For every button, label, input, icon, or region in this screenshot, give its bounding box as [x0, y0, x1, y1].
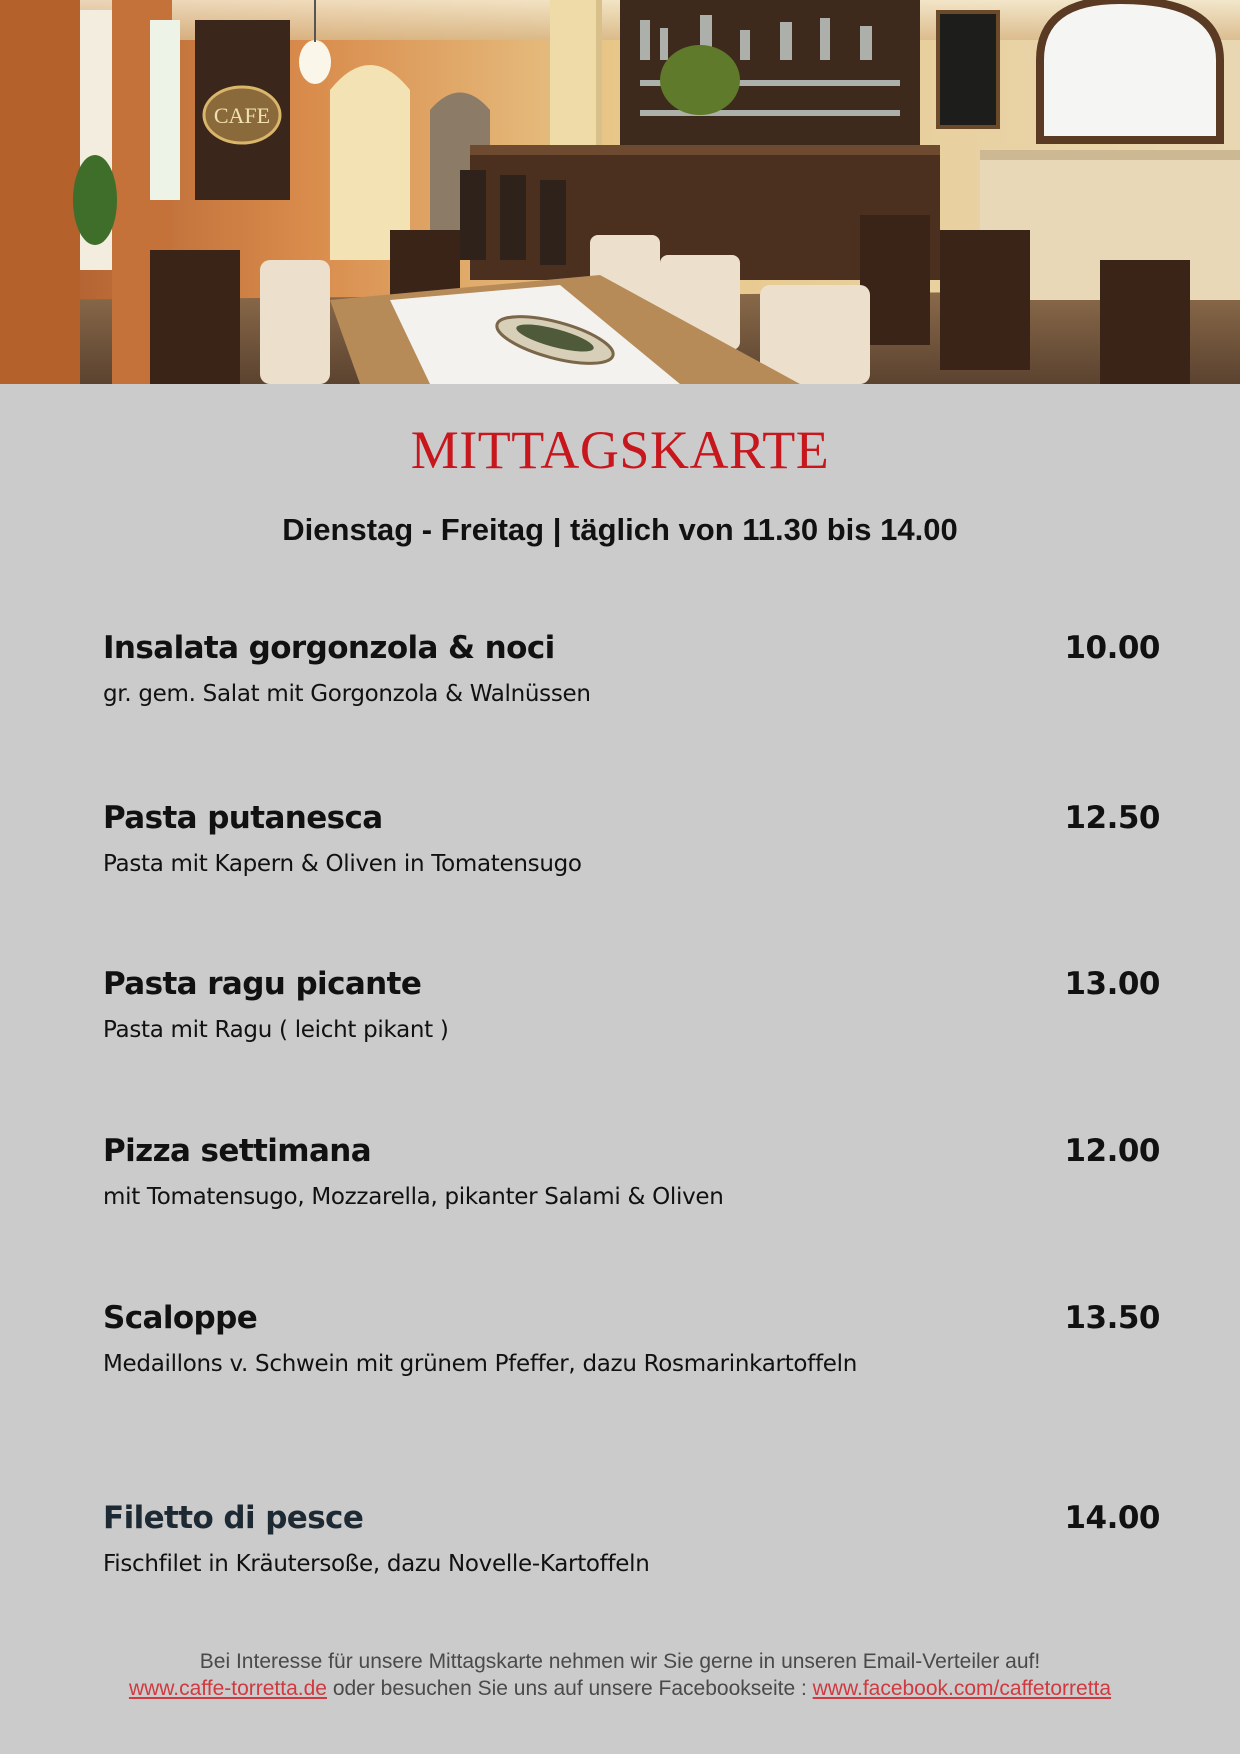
opening-hours: Dienstag - Freitag | täglich von 11.30 bis 14.00: [282, 512, 958, 547]
menu-item-description: Pasta mit Ragu ( leicht pikant ): [103, 1017, 449, 1043]
menu-item-price: 12.50: [1064, 800, 1160, 836]
menu-item-name: Pizza settimana: [103, 1133, 372, 1169]
restaurant-interior-illustration: [0, 0, 1240, 384]
footer-links-line: [0, 1675, 1240, 1702]
menu-item-description: gr. gem. Salat mit Gorgonzola & Walnüssen: [103, 681, 591, 707]
menu-item-name: Scaloppe: [103, 1300, 258, 1336]
facebook-link[interactable]: www.facebook.com/caffetorretta: [812, 1677, 1112, 1700]
footer-newsletter-text: Bei Interesse für unsere Mittagskarte nehmen wir Sie gerne in unseren Email-Verteiler auf!: [199, 1650, 1041, 1673]
menu-item-description: mit Tomatensugo, Mozzarella, pikanter Salami & Oliven: [103, 1184, 724, 1210]
menu-item-price: 14.00: [1064, 1500, 1160, 1536]
menu-item-name: Pasta ragu picante: [103, 966, 422, 1002]
footer: [0, 1648, 1240, 1702]
menu-item-price: 13.00: [1064, 966, 1160, 1002]
menu-item: [103, 1498, 1160, 1579]
website-link[interactable]: www.caffe-torretta.de: [128, 1677, 327, 1700]
menu-item-name: Insalata gorgonzola & noci: [103, 630, 555, 666]
menu-item: [103, 628, 1160, 709]
menu-item: [103, 964, 1160, 1045]
menu-item-name: Pasta putanesca: [103, 800, 383, 836]
menu-item-price: 12.00: [1064, 1133, 1160, 1169]
cafe-sign-text: CAFE: [213, 103, 271, 128]
menu-item-price: 13.50: [1064, 1300, 1160, 1336]
menu-item: [103, 1298, 1160, 1379]
hero-image: [0, 0, 1240, 384]
menu-item-name: Filetto di pesce: [103, 1500, 364, 1536]
page-title: MITTAGSKARTE: [410, 420, 830, 480]
menu-item: [103, 798, 1160, 879]
menu-item-price: 10.00: [1064, 630, 1160, 666]
menu-item-description: Fischfilet in Kräutersoße, dazu Novelle-Kartoffeln: [103, 1551, 650, 1577]
menu-item-description: Medaillons v. Schwein mit grünem Pfeffer, dazu Rosmarinkartoffeln: [103, 1351, 857, 1377]
menu-item-description: Pasta mit Kapern & Oliven in Tomatensugo: [103, 851, 582, 877]
footer-middle-text: oder besuchen Sie uns auf unsere Facebookseite :: [326, 1677, 813, 1700]
menu-item: [103, 1131, 1160, 1212]
